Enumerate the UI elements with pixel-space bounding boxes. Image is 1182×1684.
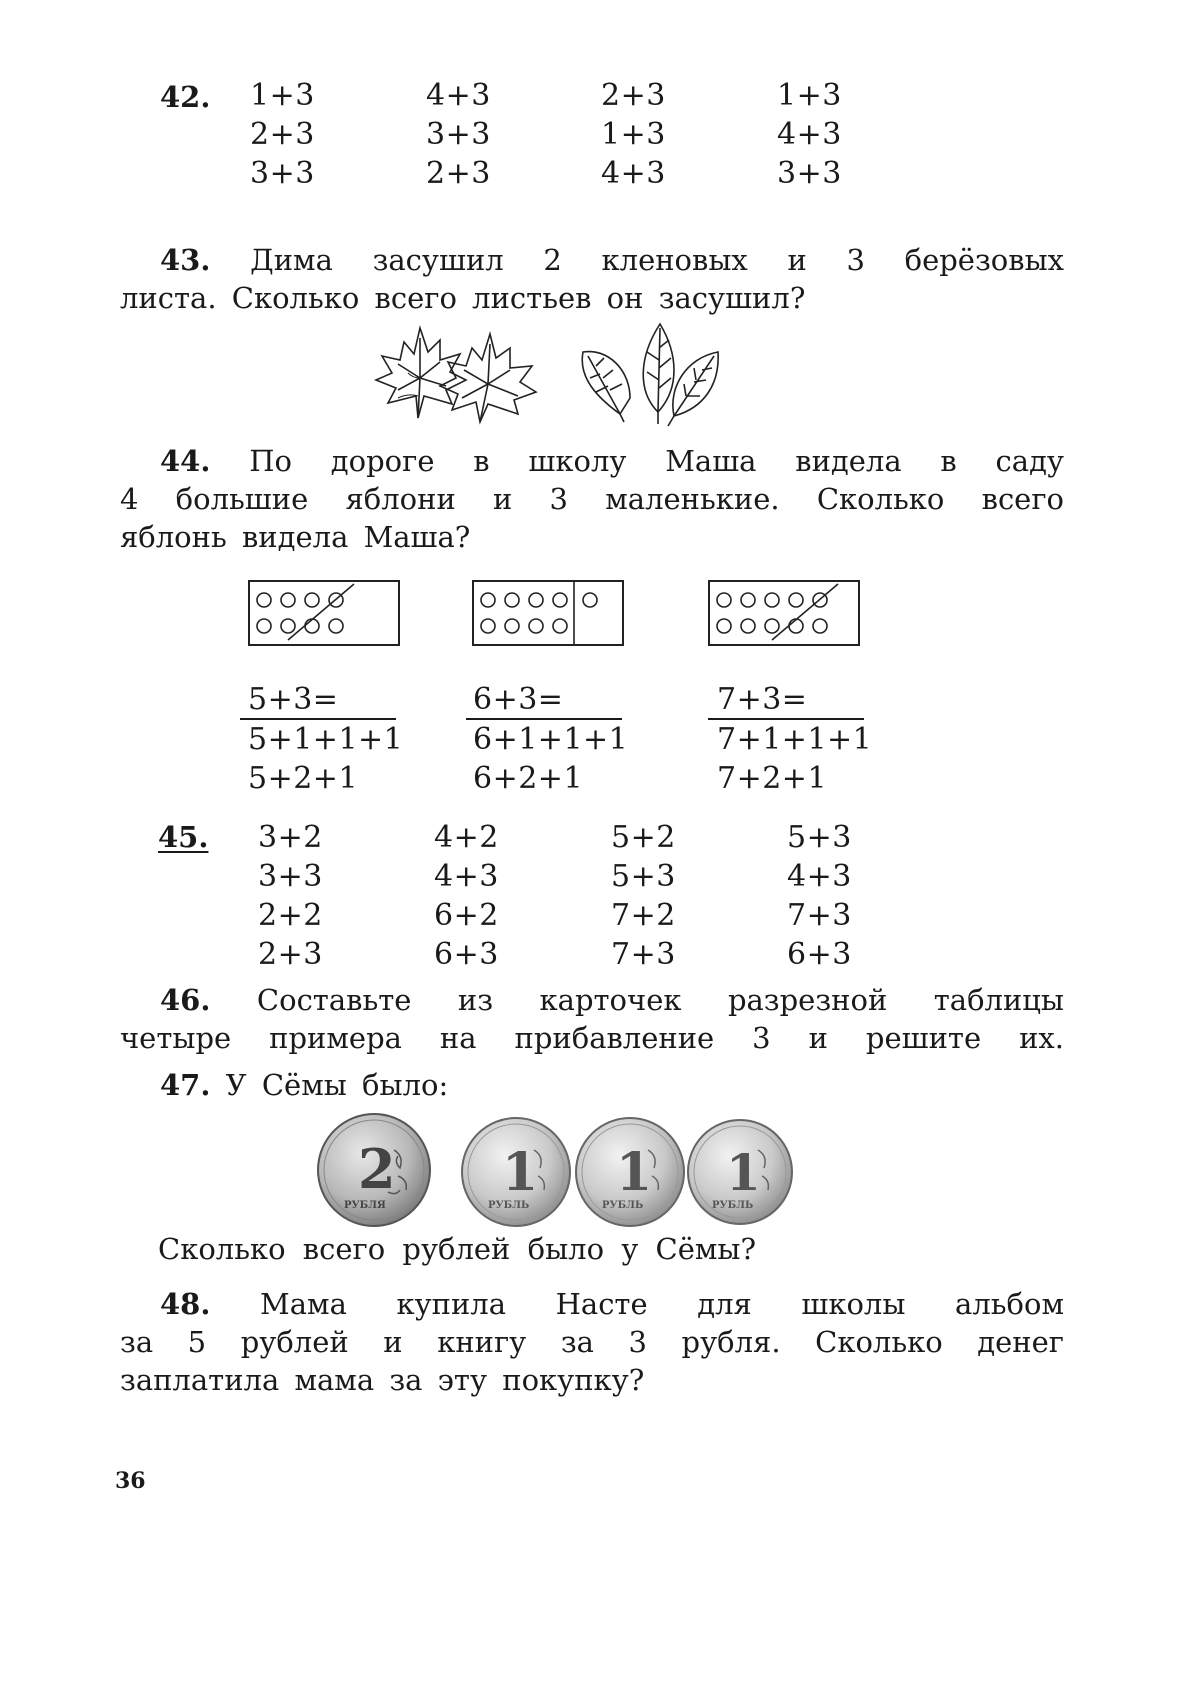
expression: 7+2 <box>611 898 676 933</box>
coin-label: РУБЛЬ <box>602 1200 644 1211</box>
decomposition-group <box>717 682 807 717</box>
dot-diagram <box>472 580 624 646</box>
expression: 6+2+1 <box>473 761 584 796</box>
coin-label: РУБЛЬ <box>488 1200 530 1211</box>
expression: 3+3 <box>777 156 842 191</box>
exercise-text-line <box>120 240 1064 280</box>
text: Мама купила Насте для школы альбом <box>260 1287 1064 1321</box>
expression: 3+3 <box>250 156 315 191</box>
group-header: 7+3= <box>717 682 808 717</box>
coin-label: РУБЛЬ <box>712 1200 754 1211</box>
decomposition-rows <box>717 720 872 798</box>
expression: 6+3 <box>434 937 499 972</box>
exercise-number: 46. <box>160 983 211 1017</box>
expression: 2+3 <box>258 937 323 972</box>
expression-column <box>611 818 676 974</box>
exercise-number: 47. <box>160 1068 211 1102</box>
expression: 5+1+1+1 <box>248 722 404 757</box>
expression: 5+2+1 <box>248 761 359 796</box>
group-header: 6+3= <box>473 682 564 717</box>
expression: 4+2 <box>434 820 499 855</box>
coin-value: 2 <box>358 1137 396 1201</box>
dot-diagram <box>708 580 860 646</box>
expression: 3+2 <box>258 820 323 855</box>
exercise-text-line: четыре примера на прибавление 3 и решите их. <box>120 1021 1064 1055</box>
expression-column <box>601 76 666 193</box>
birch-leaf-icon <box>582 352 630 422</box>
coin-2-rubles <box>318 1114 430 1226</box>
exercise-number: 45. <box>158 820 209 854</box>
birch-leaf-icon <box>643 324 674 424</box>
dot-diagram <box>248 580 400 646</box>
exercise-text-line: 4 большие яблони и 3 маленькие. Сколько всего <box>120 482 1064 516</box>
coin-value: 1 <box>726 1143 761 1202</box>
maple-leaf-icon <box>440 334 536 422</box>
expression: 6+3 <box>787 937 852 972</box>
expression: 2+3 <box>601 78 666 113</box>
expression: 4+3 <box>777 117 842 152</box>
expression-column <box>250 76 315 193</box>
exercise-number: 48. <box>160 1287 211 1321</box>
exercise-text-line <box>160 1068 448 1102</box>
decomposition-rows <box>473 720 628 798</box>
expression-column <box>434 818 499 974</box>
exercise-text-line: заплатила мама за эту покупку? <box>120 1363 645 1397</box>
coins-illustration <box>316 1110 794 1230</box>
expression: 6+1+1+1 <box>473 722 629 757</box>
exercise-text-line <box>120 1284 1064 1324</box>
coin-value: 1 <box>502 1142 539 1203</box>
coin-1-ruble <box>688 1120 792 1224</box>
coin-1-ruble <box>462 1118 570 1226</box>
decomposition-group <box>473 682 563 717</box>
expression: 2+2 <box>258 898 323 933</box>
expression: 7+1+1+1 <box>717 722 873 757</box>
expression: 7+3 <box>611 937 676 972</box>
expression: 6+2 <box>434 898 499 933</box>
exercise-number: 44. <box>160 444 211 478</box>
expression: 1+3 <box>601 117 666 152</box>
exercise-text-line: за 5 рублей и книгу за 3 рубля. Сколько денег <box>120 1325 1064 1359</box>
group-header: 5+3= <box>248 682 339 717</box>
decomposition-rows <box>248 720 403 798</box>
expression: 4+3 <box>601 156 666 191</box>
exercise-number: 42. <box>160 80 211 114</box>
coin-value: 1 <box>616 1142 653 1203</box>
coin-label: РУБЛЯ <box>344 1200 386 1211</box>
exercise-text-line: яблонь видела Маша? <box>120 520 471 554</box>
leaves-illustration <box>368 318 728 428</box>
text: По дороге в школу Маша видела в саду <box>249 444 1064 478</box>
expression: 7+2+1 <box>717 761 828 796</box>
expression: 5+3 <box>611 859 676 894</box>
exercise-question: Сколько всего рублей было у Сёмы? <box>158 1232 757 1266</box>
birch-leaf-icon <box>668 352 718 426</box>
page-number: 36 <box>115 1468 146 1494</box>
expression: 5+3 <box>787 820 852 855</box>
expression: 4+3 <box>434 859 499 894</box>
expression-column <box>258 818 323 974</box>
text: У Сёмы было: <box>225 1068 449 1102</box>
exercise-text-line: листа. Сколько всего листьев он засушил? <box>120 281 806 315</box>
exercise-text-line <box>120 441 1064 481</box>
coin-1-ruble <box>576 1118 684 1226</box>
expression: 2+3 <box>426 156 491 191</box>
text: Дима засушил 2 кленовых и 3 берёзовых <box>250 243 1065 277</box>
expression: 2+3 <box>250 117 315 152</box>
expression: 1+3 <box>250 78 315 113</box>
text: Составьте из карточек разрезной таблицы <box>256 983 1065 1017</box>
exercise-text-line <box>120 980 1064 1020</box>
expression-column <box>787 818 852 974</box>
expression: 3+3 <box>258 859 323 894</box>
expression-column <box>426 76 491 193</box>
expression: 4+3 <box>426 78 491 113</box>
expression: 1+3 <box>777 78 842 113</box>
maple-leaf-icon <box>376 328 466 418</box>
decomposition-group <box>248 682 338 717</box>
expression: 3+3 <box>426 117 491 152</box>
exercise-number: 43. <box>160 243 211 277</box>
expression: 4+3 <box>787 859 852 894</box>
expression: 5+2 <box>611 820 676 855</box>
expression-column <box>777 76 842 193</box>
expression: 7+3 <box>787 898 852 933</box>
